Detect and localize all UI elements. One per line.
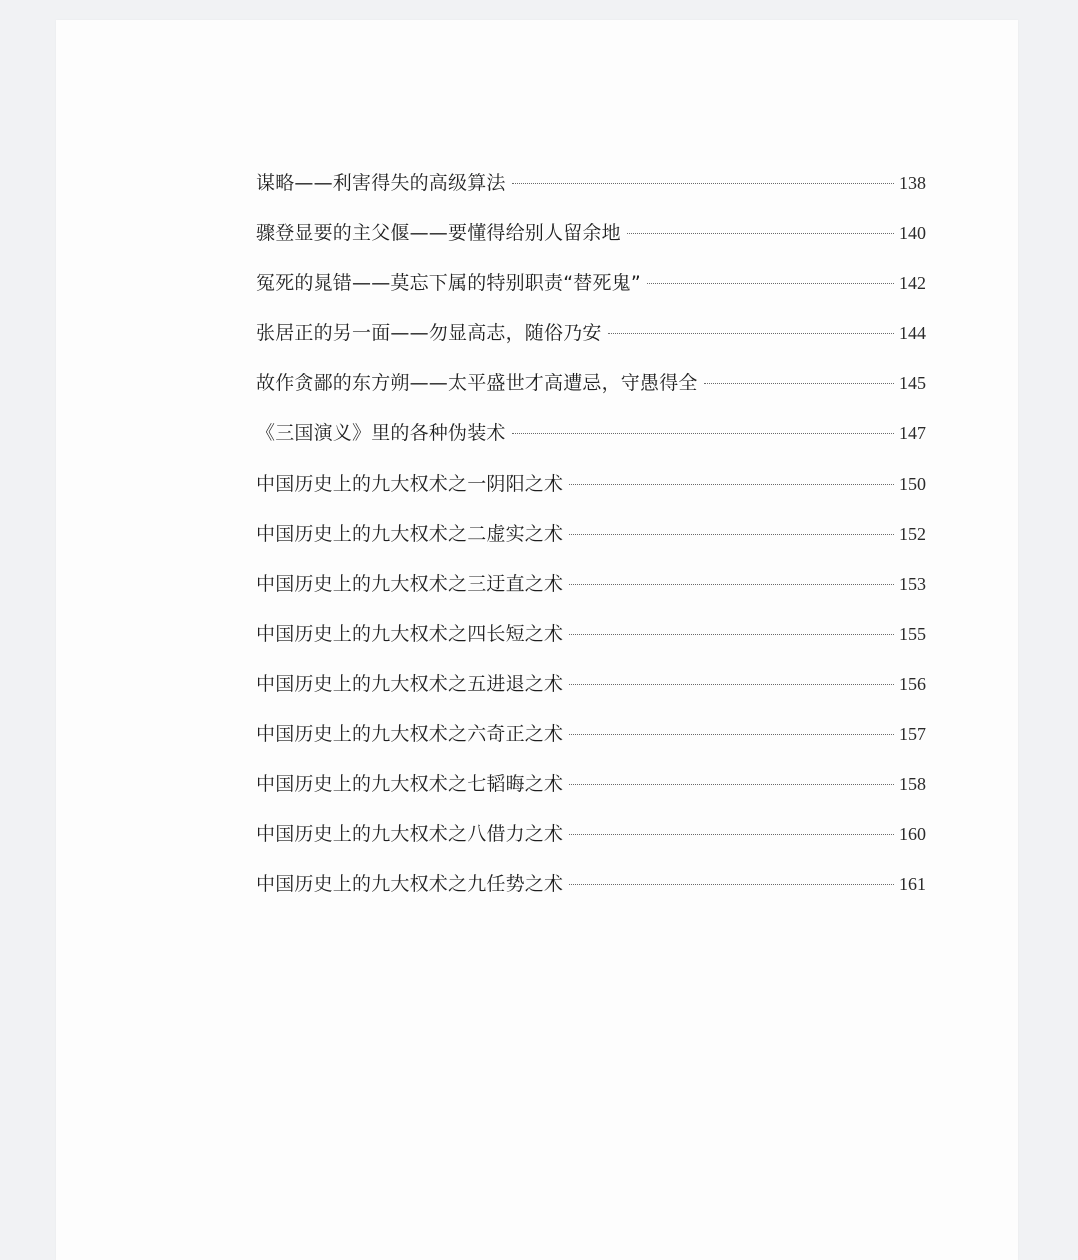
table-of-contents [256, 158, 926, 909]
toc-dot-leader [512, 183, 894, 184]
toc-entry [256, 809, 926, 859]
toc-dot-leader [512, 433, 894, 434]
toc-entry-title: 中国历史上的九大权术之七韬晦之术 [256, 773, 564, 796]
toc-entry-title: 中国历史上的九大权术之四长短之术 [256, 622, 564, 645]
toc-entry [256, 709, 926, 759]
toc-entry-title: 中国历史上的九大权术之八借力之术 [256, 823, 564, 846]
toc-page-number: 144 [899, 323, 926, 344]
toc-entry [256, 408, 926, 458]
toc-entry [256, 509, 926, 559]
toc-entry [256, 609, 926, 659]
toc-entry [256, 308, 926, 358]
toc-entry [256, 208, 926, 258]
toc-page-number: 150 [899, 473, 926, 494]
toc-dot-leader [569, 734, 894, 735]
toc-entry-title: 中国历史上的九大权术之九任势之术 [256, 873, 564, 896]
toc-page-number: 161 [899, 874, 926, 895]
toc-entry-title: 中国历史上的九大权术之五进退之术 [256, 672, 564, 695]
toc-page-number: 156 [899, 673, 926, 694]
toc-dot-leader [569, 784, 894, 785]
toc-entry-title: 中国历史上的九大权术之六奇正之术 [256, 723, 564, 746]
toc-dot-leader [569, 534, 894, 535]
toc-page-number: 147 [899, 423, 926, 444]
toc-dot-leader [569, 634, 894, 635]
toc-page-number: 152 [899, 523, 926, 544]
toc-dot-leader [569, 484, 894, 485]
toc-dot-leader [704, 383, 894, 384]
toc-entry-title: 故作贪鄙的东方朔——太平盛世才高遭忌，守愚得全 [256, 372, 698, 395]
toc-entry-title: 谋略——利害得失的高级算法 [256, 172, 506, 194]
toc-page-number: 142 [899, 273, 926, 294]
toc-dot-leader [569, 884, 894, 885]
toc-dot-leader [647, 283, 894, 284]
toc-page-number: 155 [899, 623, 926, 644]
toc-page-number: 140 [899, 223, 926, 244]
document-page [56, 20, 1018, 1260]
toc-entry-title: 冤死的晁错——莫忘下属的特别职责“替死鬼” [256, 272, 641, 295]
toc-page-number: 138 [899, 173, 926, 193]
toc-entry [256, 258, 926, 308]
toc-page-number: 157 [899, 724, 926, 745]
toc-entry-title: 中国历史上的九大权术之一阴阳之术 [256, 472, 564, 495]
toc-page-number: 160 [899, 824, 926, 845]
toc-entry-title: 中国历史上的九大权术之二虚实之术 [256, 522, 564, 545]
toc-entry [256, 459, 926, 509]
toc-dot-leader [608, 333, 894, 334]
toc-entry [256, 158, 926, 208]
toc-entry [256, 659, 926, 709]
toc-entry [256, 759, 926, 809]
toc-entry-title: 中国历史上的九大权术之三迂直之术 [256, 572, 564, 595]
toc-entry [256, 358, 926, 408]
toc-entry-title: 张居正的另一面——勿显高志，随俗乃安 [256, 322, 602, 345]
toc-page-number: 153 [899, 573, 926, 594]
toc-entry [256, 859, 926, 909]
toc-dot-leader [569, 834, 894, 835]
toc-page-number: 158 [899, 774, 926, 795]
toc-entry-title: 骤登显要的主父偃——要懂得给别人留余地 [256, 222, 621, 245]
toc-entry [256, 559, 926, 609]
toc-entry-title: 《三国演义》里的各种伪装术 [256, 422, 506, 445]
toc-dot-leader [569, 684, 894, 685]
toc-page-number: 145 [899, 373, 926, 394]
toc-dot-leader [627, 233, 894, 234]
toc-dot-leader [569, 584, 894, 585]
